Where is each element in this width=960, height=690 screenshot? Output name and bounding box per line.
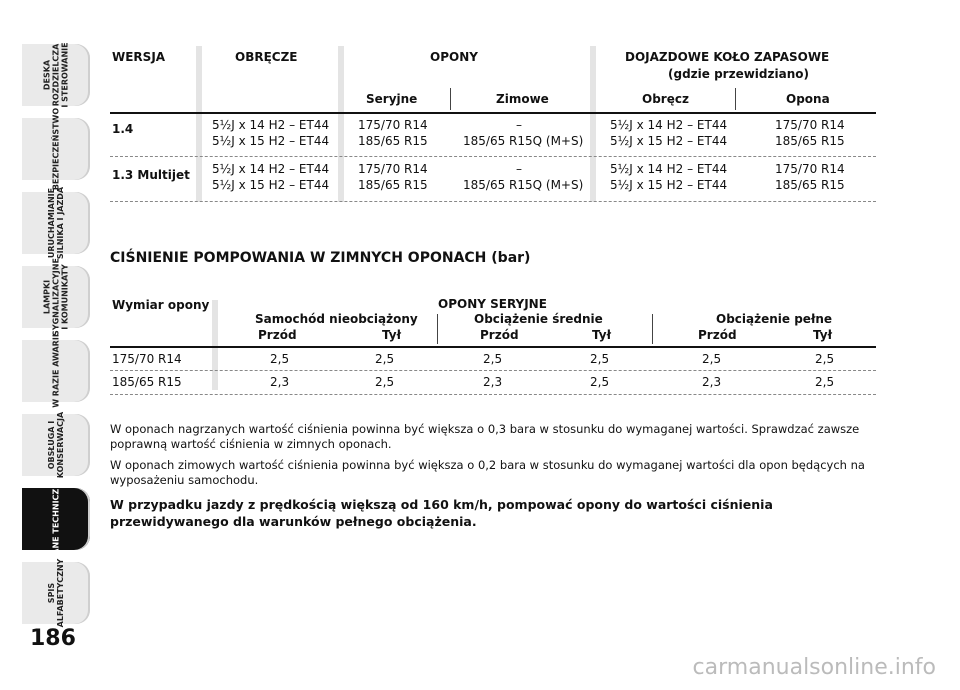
table-rule	[110, 346, 876, 348]
rim-value: 5½J x 15 H2 – ET44	[212, 178, 330, 192]
pressure-value: 2,5	[375, 375, 395, 389]
tyre-winter: 185/65 R15Q (M+S)	[463, 134, 584, 148]
header-spare-sub: (gdzie przewidziano)	[668, 67, 809, 81]
column-shade	[212, 300, 218, 390]
tyre-standard: 185/65 R15	[358, 178, 428, 192]
pressure-value: 2,3	[270, 375, 290, 389]
pressure-value: 2,5	[815, 352, 835, 366]
tyre-standard: 175/70 R14	[358, 118, 428, 132]
tab-uruchamianie[interactable]: URUCHAMIANIE SILNIKA I JAZDA	[22, 192, 90, 254]
header-unloaded: Samochód nieobciążony	[255, 312, 418, 326]
header-rear: Tył	[592, 328, 612, 342]
tab-dane-techniczne[interactable]: DANE TECHNICZNE	[22, 488, 90, 550]
page-number: 186	[30, 626, 76, 651]
header-obrecz: Obręcz	[642, 92, 689, 106]
header-zimowe: Zimowe	[496, 92, 549, 106]
tab-bezpieczenstwo[interactable]: BEZPIECZEŃSTWO	[22, 118, 90, 180]
rim-value: 5½J x 15 H2 – ET44	[212, 134, 330, 148]
header-medium: Obciążenie średnie	[474, 312, 603, 326]
spare-rim: 5½J x 15 H2 – ET44	[610, 134, 728, 148]
row-version: 1.3 Multijet	[112, 168, 190, 182]
spare-tyre: 175/70 R14	[775, 118, 845, 132]
header-spare: DOJAZDOWE KOŁO ZAPASOWE	[625, 50, 830, 64]
tab-deska-rozdzielcza[interactable]: DESKA ROZDZIELCZA I STEROWANIE	[22, 44, 90, 106]
tyre-winter: –	[516, 162, 522, 176]
rim-value: 5½J x 14 H2 – ET44	[212, 162, 330, 176]
header-series: OPONY SERYJNE	[438, 297, 547, 311]
spare-tyre: 175/70 R14	[775, 162, 845, 176]
tyre-standard: 175/70 R14	[358, 162, 428, 176]
tyre-winter: 185/65 R15Q (M+S)	[463, 178, 584, 192]
header-front: Przód	[480, 328, 519, 342]
pressure-value: 2,5	[590, 352, 610, 366]
header-opona: Opona	[786, 92, 830, 106]
header-obrecze: OBRĘCZE	[235, 50, 298, 64]
header-opony: OPONY	[430, 50, 478, 64]
pressure-value: 2,5	[702, 352, 722, 366]
divider	[652, 314, 653, 344]
section-title: CIŚNIENIE POMPOWANIA W ZIMNYCH OPONACH (bar)	[110, 250, 531, 266]
header-front: Przód	[258, 328, 297, 342]
header-wersja: WERSJA	[112, 50, 166, 64]
pressure-value: 2,5	[815, 375, 835, 389]
note-warning: W przypadku jazdy z prędkością większą od 160 km/h, pompować opony do wartości ciśnienia przewidywanego dla warunków pełnego obciążenia.	[110, 497, 773, 529]
row-rule	[110, 370, 876, 371]
tab-w-razie-awarii[interactable]: W RAZIE AWARII	[22, 340, 90, 402]
note-paragraph: W oponach zimowych wartość ciśnienia powinna być większa o 0,2 bara w stosunku do wymaganej wartości dla opon będących na wyposażeniu samochodu.	[110, 458, 865, 487]
spare-rim: 5½J x 14 H2 – ET44	[610, 162, 728, 176]
pressure-value: 2,5	[590, 375, 610, 389]
header-front: Przód	[698, 328, 737, 342]
divider	[437, 314, 438, 344]
header-seryjne: Seryjne	[366, 92, 418, 106]
row-rule	[110, 394, 876, 395]
watermark: carmanualsonline.info	[692, 655, 936, 680]
header-rear: Tył	[813, 328, 833, 342]
tab-obsluga[interactable]: OBSŁUGA I KONSERWACJA	[22, 414, 90, 476]
header-size: Wymiar opony	[112, 298, 210, 312]
header-rear: Tył	[382, 328, 402, 342]
tyre-winter: –	[516, 118, 522, 132]
pressure-value: 2,5	[375, 352, 395, 366]
tab-lampki[interactable]: LAMPKI SYGNALIZACYJNE I KOMUNIKATY	[22, 266, 90, 328]
note-paragraph: W oponach nagrzanych wartość ciśnienia powinna być większa o 0,3 bara w stosunku do wymaganej wartości. Sprawdzać zawsze poprawną wartość ciśnienia w zimnych oponach.	[110, 422, 860, 451]
rim-value: 5½J x 14 H2 – ET44	[212, 118, 330, 132]
spare-tyre: 185/65 R15	[775, 178, 845, 192]
tab-spis-alfabetyczny[interactable]: SPIS ALFABETYCZNY	[22, 562, 90, 624]
spare-rim: 5½J x 15 H2 – ET44	[610, 178, 728, 192]
tyre-size: 175/70 R14	[112, 352, 182, 366]
spare-tyre: 185/65 R15	[775, 134, 845, 148]
row-version: 1.4	[112, 122, 134, 136]
spare-rim: 5½J x 14 H2 – ET44	[610, 118, 728, 132]
pressure-value: 2,3	[702, 375, 722, 389]
pressure-value: 2,5	[270, 352, 290, 366]
pressure-value: 2,3	[483, 375, 503, 389]
tyre-standard: 185/65 R15	[358, 134, 428, 148]
tyre-size: 185/65 R15	[112, 375, 182, 389]
header-full: Obciążenie pełne	[716, 312, 833, 326]
pressure-value: 2,5	[483, 352, 503, 366]
